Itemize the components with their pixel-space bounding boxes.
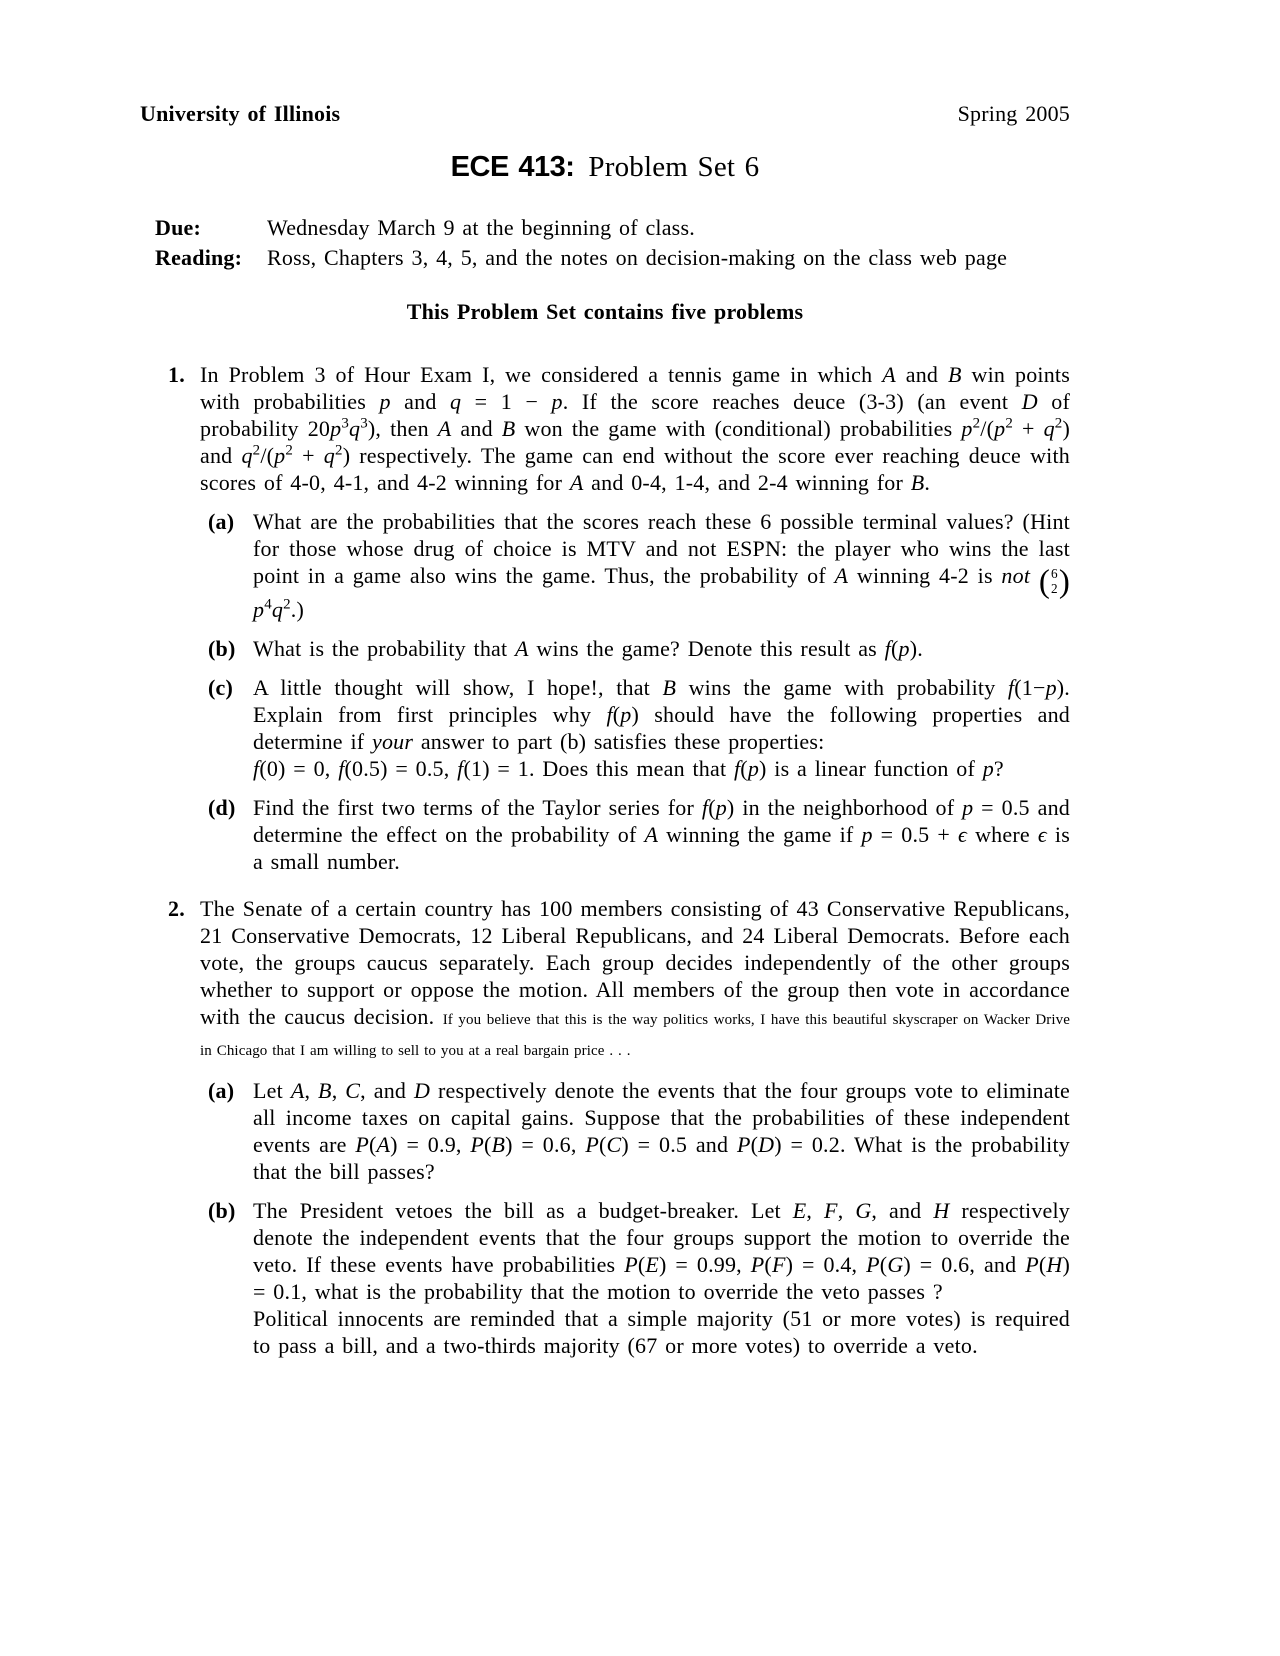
reading-value: Ross, Chapters 3, 4, 5, and the notes on decision-making on the class web page [267, 245, 1008, 270]
part-a-label: (a) [208, 509, 235, 534]
document-title [140, 149, 1070, 185]
part-b-text: What is the probability that A wins the game? Denote this result as f(p). [253, 636, 923, 662]
problem-1-part-b [200, 635, 1070, 662]
due-row [155, 213, 1070, 243]
problem-1-part-d [200, 794, 1070, 875]
part-b-label: (b) [208, 1198, 236, 1224]
part-d-text: Find the first two terms of the Taylor series for f(p) in the neighborhood of p = 0.5 and determine the effect on the probability of A winning the game if p = 0.5 + ϵ where ϵ is a small number. [253, 795, 1070, 875]
problem-2-part-a [200, 1077, 1070, 1185]
term-label: Spring 2005 [957, 101, 1070, 126]
part-b-note: Political innocents are reminded that a simple majority (51 or more votes) is required to pass a bill, and a two-thirds majority (67 or more votes) to override a veto. [253, 1306, 1070, 1359]
problem-1 [140, 361, 1070, 875]
problem-2-intro: The Senate of a certain country has 100 members consisting of 43 Conservative Republicans, 21 Conservative Democrats, 12 Liberal Republicans, and 24 Liberal Democrats. Before each vote, the groups caucus separately. Each group decides independently of the other groups whether to support or oppose the motion. All members of the group then vote in accordance with the caucus decision. If you believe that this is the way politics works, I have this beautiful skyscraper on Wacker Drive in Chicago that I am willing to sell to you at a real bargain price . . . [200, 896, 1070, 1060]
problem-1-part-c [200, 674, 1070, 782]
problem-2-part-b [200, 1197, 1070, 1359]
part-c-text: A little thought will show, I hope!, that B wins the game with probability f(1−p). Explain from first principles why f(p) should have the following properties and determine if your answer to part (b) satisfies these properties: f(0) = 0, f(0.5) = 0.5, f(1) = 1. Does this mean that f(p) is a linear function of p? [253, 675, 1070, 782]
problem-2-number: 2. [168, 896, 185, 922]
problem-1-number: 1. [168, 362, 185, 387]
part-a-label: (a) [208, 1078, 235, 1104]
institution-name: University of Illinois [140, 101, 341, 126]
meta-block [140, 213, 1070, 273]
part-b-container [253, 1197, 1070, 1359]
page-header [140, 100, 1070, 127]
problem-1-intro: In Problem 3 of Hour Exam I, we considered a tennis game in which A and B win points with probabilities p and q = 1 − p. If the score reaches deuce (3-3) (an event D of probability $20p^3q^3$), then A and B won the game with (conditional) probabilities $p^2/(p^2 + q^2)$ and $q^2/(p^2 + q^2)$ respectively. The game can end without the score ever reaching deuce with scores of 4-0, 4-1, and 4-2 winning for A and 0-4, 1-4, and 2-4 winning for B. [200, 362, 1071, 495]
part-a-text: Let A, B, C, and D respectively denote the events that the four groups vote to eliminate all income taxes on capital gains. Suppose that the probabilities of these independent events are P(A) = 0.9, P(B) = 0.6, P(C) = 0.5 and P(D) = 0.2. What is the probability that the bill passes? [253, 1078, 1070, 1185]
part-c-label: (c) [208, 675, 234, 701]
part-a-text: What are the probabilities that the scores reach these 6 possible terminal values? (Hint for those whose drug of choice is MTV and not ESPN: the player who wins the last point in a game also wins the game. Thus, the probability of A winning 4-2 is not ( 6 2 ) $p^4q^2$.) [253, 509, 1071, 623]
problem-1-part-a [200, 508, 1070, 623]
problem-2-body [200, 895, 1070, 1359]
due-label: Due: [155, 215, 202, 240]
part-b-text: The President vetoes the bill as a budget-breaker. Let E, F, G, and H respectively denote the independent events that the four groups support the motion to override the veto. If these events have probabilities P(E) = 0.99, P(F) = 0.4, P(G) = 0.6, and P(H) = 0.1, what is the probability that the motion to override the veto passes ? [253, 1198, 1071, 1305]
subtitle: This Problem Set contains five problems [406, 299, 804, 324]
reading-label: Reading: [155, 245, 243, 270]
reading-row [155, 243, 1070, 273]
course-code: ECE 413: [450, 151, 575, 183]
problem-set-title: Problem Set 6 [588, 151, 760, 183]
part-d-label: (d) [208, 795, 236, 821]
due-value: Wednesday March 9 at the beginning of class. [267, 215, 695, 240]
part-b-label: (b) [208, 636, 236, 662]
problem-1-body [200, 361, 1070, 875]
problem-2 [140, 895, 1070, 1359]
